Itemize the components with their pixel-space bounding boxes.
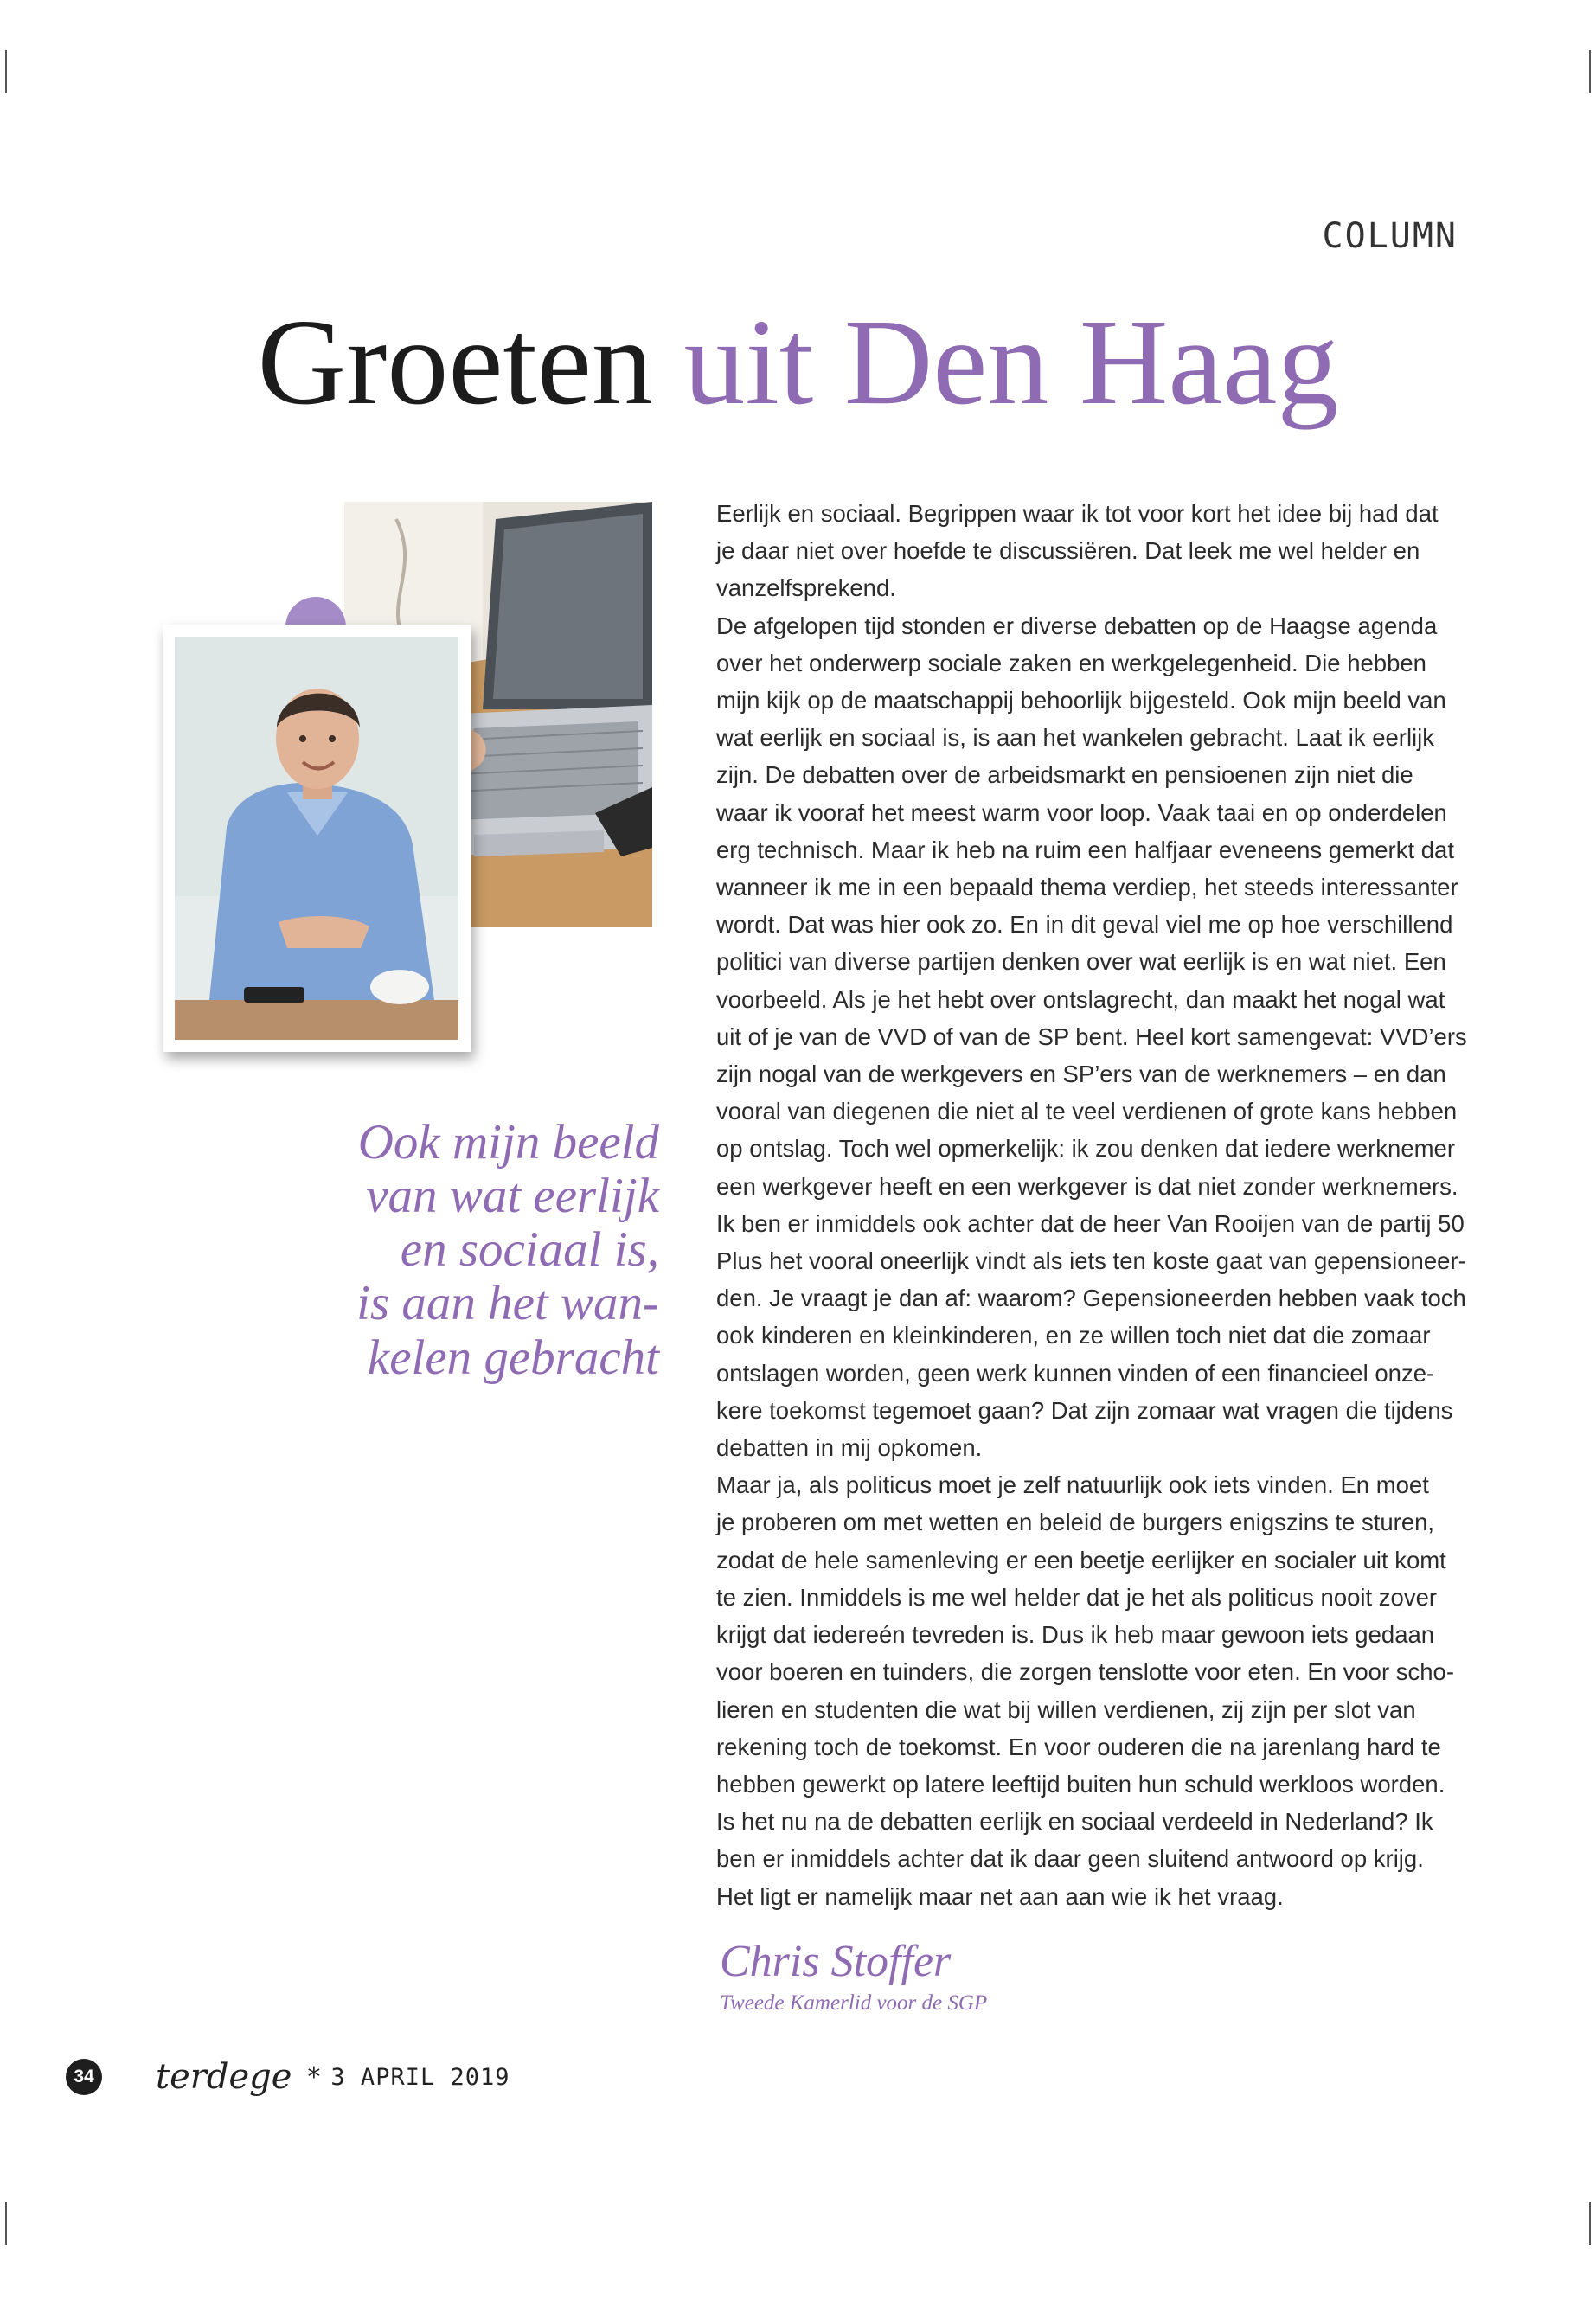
title-part-2: uit Den Haag xyxy=(683,293,1339,430)
author-name: Chris Stoffer xyxy=(720,1937,952,1986)
pull-quote-line: en sociaal is, xyxy=(400,1222,659,1278)
article-line: ontslagen worden, geen werk kunnen vinden of een financieel onze- xyxy=(716,1359,1435,1387)
crop-mark-top-right xyxy=(1589,50,1591,93)
article-line: wanneer ik me in een bepaald thema verdiep, het steeds interessanter xyxy=(716,874,1458,901)
article-line: ben er inmiddels achter dat ik daar geen sluitend antwoord op krijg. xyxy=(716,1845,1424,1873)
article-line: vooral van diegenen die niet al te veel verdienen of grote kans hebben xyxy=(716,1098,1458,1125)
author-portrait-photo xyxy=(175,637,458,1040)
author-role: Tweede Kamerlid voor de SGP xyxy=(720,1991,988,2015)
pull-quote-line: is aan het wan- xyxy=(356,1276,659,1331)
pull-quote-line: Ook mijn beeld xyxy=(357,1115,659,1170)
article-line: voor boeren en tuinders, die zorgen tenslotte voor eten. En voor scho- xyxy=(716,1658,1455,1686)
article-line: vanzelfsprekend. xyxy=(716,574,896,602)
pull-quote-line: van wat eerlijk xyxy=(366,1169,659,1224)
asterisk-icon: * xyxy=(307,2061,321,2093)
article-line: voorbeeld. Als je het hebt over ontslagrecht, dan maakt het nogal wat xyxy=(716,985,1445,1013)
article-body xyxy=(716,495,1469,1915)
article-line: Eerlijk en sociaal. Begrippen waar ik tot voor kort het idee bij had dat xyxy=(716,500,1439,527)
article-line: wat eerlijk en sociaal is, is aan het wankelen gebracht. Laat ik eerlijk xyxy=(716,724,1435,752)
crop-mark-bottom-left xyxy=(5,2202,7,2245)
article-line: Het ligt er namelijk maar net aan aan wie ik het vraag. xyxy=(716,1882,1284,1910)
pull-quote xyxy=(260,1116,659,1385)
article-line: een werkgever heeft en een werkgever is dat niet zonder werknemers. xyxy=(716,1172,1458,1200)
article-line: waar ik vooraf het meest warm voor loop. Vaak taai en op onderdelen xyxy=(716,798,1447,826)
article-line: mijn kijk op de maatschappij behoorlijk bijgesteld. Ook mijn beeld van xyxy=(716,687,1446,715)
magazine-name: terdege xyxy=(156,2057,292,2097)
article-line: te zien. Inmiddels is me wel helder dat je het als politicus nooit zover xyxy=(716,1583,1438,1611)
article-line: lieren en studenten die wat bij willen verdienen, zij zijn per slot van xyxy=(716,1695,1416,1723)
crop-mark-bottom-right xyxy=(1589,2202,1591,2245)
pull-quote-line: kelen gebracht xyxy=(367,1330,659,1385)
article-line: Is het nu na de debatten eerlijk en sociaal verdeeld in Nederland? Ik xyxy=(716,1808,1433,1836)
article-line: rekening toch de toekomst. En voor ouderen die na jarenlang hard te xyxy=(716,1733,1441,1760)
article-line: over het onderwerp sociale zaken en werkgelegenheid. Die hebben xyxy=(716,649,1426,676)
article-line: ook kinderen en kleinkinderen, en ze willen toch niet dat die zomaar xyxy=(716,1322,1431,1349)
article-line: Ik ben er inmiddels ook achter dat de heer Van Rooijen van de partij 50 xyxy=(716,1209,1465,1237)
article-line: je daar niet over hoefde te discussiëren. Dat leek me wel helder en xyxy=(716,537,1420,565)
section-label: COLUMN xyxy=(1322,216,1458,256)
article-line: den. Je vraagt je dan af: waarom? Gepensioneerden hebben vaak toch xyxy=(716,1285,1466,1312)
article-line: op ontslag. Toch wel opmerkelijk: ik zou denken dat iedere werknemer xyxy=(716,1135,1455,1163)
portrait-photo-frame xyxy=(163,625,471,1052)
article-line: zodat de hele samenleving er een beetje eerlijker en socialer uit komt xyxy=(716,1546,1446,1574)
article-line: debatten in mij opkomen. xyxy=(716,1434,983,1462)
page-number-badge: 34 xyxy=(66,2059,102,2095)
article-line: De afgelopen tijd stonden er diverse debatten op de Haagse agenda xyxy=(716,612,1438,639)
title-part-1: Groeten xyxy=(257,293,653,430)
page-title xyxy=(0,294,1596,429)
article-line: zijn. De debatten over de arbeidsmarkt en pensioenen zijn niet die xyxy=(716,761,1413,789)
article-line: wordt. Dat was hier ook zo. En in dit geval viel me op hoe verschillend xyxy=(716,911,1453,939)
article-line: politici van diverse partijen denken over wat eerlijk is en wat niet. Een xyxy=(716,948,1446,976)
article-line: je proberen om met wetten en beleid de burgers enigszins te sturen, xyxy=(716,1509,1435,1536)
article-line: Maar ja, als politicus moet je zelf natuurlijk ook iets vinden. En moet xyxy=(716,1471,1429,1499)
article-line: krijgt dat iedereén tevreden is. Dus ik heb maar gewoon iets gedaan xyxy=(716,1621,1435,1649)
article-line: Plus het vooral oneerlijk vindt als iets ten koste gaat van gepensioneer- xyxy=(716,1247,1466,1275)
article-line: kere toekomst tegemoet gaan? Dat zijn zomaar wat vragen die tijdens xyxy=(716,1396,1453,1424)
article-line: erg technisch. Maar ik heb na ruim een halfjaar eveneens gemerkt dat xyxy=(716,836,1454,863)
article-line: zijn nogal van de werkgevers en SP’ers van de werknemers – en dan xyxy=(716,1061,1446,1088)
crop-mark-top-left xyxy=(5,50,7,93)
article-line: uit of je van de VVD of van de SP bent. Heel kort samengevat: VVD’ers xyxy=(716,1022,1467,1050)
issue-date: 3 APRIL 2019 xyxy=(330,2063,510,2091)
page-footer xyxy=(66,2056,510,2098)
author-portrait-illustration xyxy=(175,637,458,1040)
article-line: hebben gewerkt op latere leeftijd buiten hun schuld werkloos worden. xyxy=(716,1770,1445,1798)
